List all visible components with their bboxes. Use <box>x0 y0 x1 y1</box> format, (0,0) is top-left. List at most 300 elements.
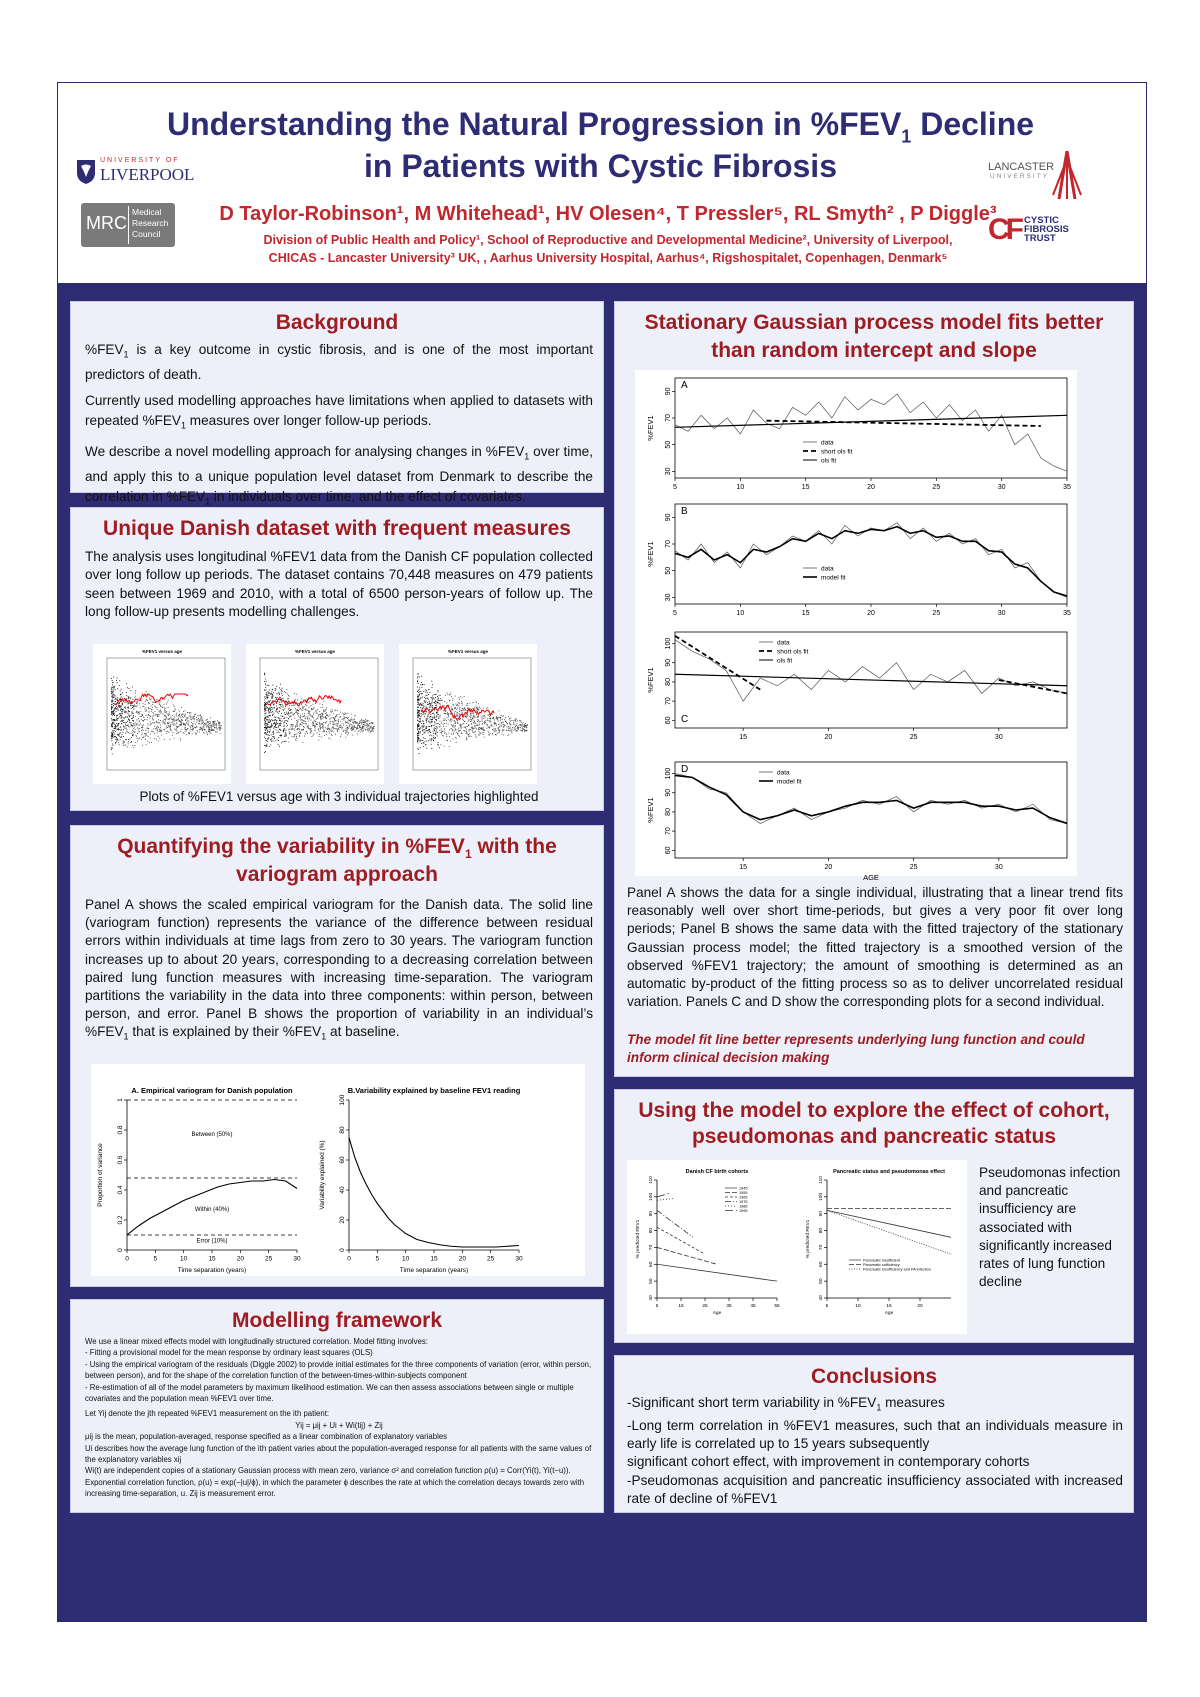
scatter-point <box>526 727 527 728</box>
scatter-point <box>266 734 267 735</box>
scatter-point <box>127 725 128 726</box>
scatter-point <box>122 713 123 714</box>
scatter-point <box>289 705 290 706</box>
scatter-point <box>417 728 418 729</box>
scatter-point <box>480 733 481 734</box>
scatter-point <box>511 729 512 730</box>
scatter-point <box>174 717 175 718</box>
scatter-point <box>452 713 453 714</box>
scatter-point <box>176 733 177 734</box>
scatter-point <box>431 744 432 745</box>
scatter-point <box>196 734 197 735</box>
scatter-point <box>272 694 273 695</box>
scatter-point <box>452 720 453 721</box>
scatter-point <box>338 728 339 729</box>
scatter-point <box>452 726 453 727</box>
scatter-point <box>418 717 419 718</box>
scatter-point <box>279 693 280 694</box>
scatter-points <box>417 673 528 754</box>
scatter-point <box>325 722 326 723</box>
scatter-point <box>287 717 288 718</box>
y-axis-label: % predicted FEV1 <box>636 1219 641 1259</box>
scatter-point <box>466 729 467 730</box>
scatter-point <box>523 722 524 723</box>
scatter-point <box>458 735 459 736</box>
scatter-point <box>451 734 452 735</box>
scatter-point <box>112 706 113 707</box>
scatter-point <box>312 716 313 717</box>
scatter-point <box>365 722 366 723</box>
scatter-point <box>365 729 366 730</box>
scatter-point <box>445 713 446 714</box>
scatter-point <box>142 714 143 715</box>
scatter-point <box>321 707 322 708</box>
plot-panelC <box>646 632 1067 741</box>
scatter-point <box>149 715 150 716</box>
scatter-point <box>128 698 129 699</box>
scatter-point <box>456 716 457 717</box>
scatter-point <box>330 721 331 722</box>
scatter-point <box>265 704 266 705</box>
scatter-point <box>320 714 321 715</box>
scatter-point <box>159 731 160 732</box>
scatter-point <box>312 725 313 726</box>
scatter-point <box>184 728 185 729</box>
scatter-point <box>450 720 451 721</box>
scatter-point <box>192 730 193 731</box>
scatter-point <box>172 719 173 720</box>
scatter-point <box>419 729 420 730</box>
scatter-point <box>470 709 471 710</box>
scatter-point <box>200 714 201 715</box>
scatter-point <box>326 718 327 719</box>
scatter-point <box>350 720 351 721</box>
scatter-point <box>272 689 273 690</box>
scatter-point <box>459 703 460 704</box>
scatter-point <box>133 731 134 732</box>
framework-title: Modelling framework <box>231 1309 443 1332</box>
scatter-point <box>437 726 438 727</box>
scatter-point <box>320 704 321 705</box>
scatter-point <box>183 714 184 715</box>
scatter-point <box>520 721 521 722</box>
scatter-point <box>418 714 419 715</box>
scatter-point <box>522 730 523 731</box>
scatter-point <box>440 716 441 717</box>
scatter-point <box>185 719 186 720</box>
scatter-point <box>443 724 444 725</box>
scatter-point <box>514 720 515 721</box>
c1-pre: -Significant short term variability in %FEV <box>627 1395 877 1410</box>
scatter-point <box>265 730 266 731</box>
y-tick-label: 90 <box>649 1211 654 1217</box>
chart-title: A. Empirical variogram for Danish population <box>131 1086 293 1095</box>
scatter-point <box>418 749 419 750</box>
scatter-point <box>190 719 191 720</box>
scatter-point <box>145 701 146 702</box>
scatter-point <box>191 722 192 723</box>
scatter-point <box>315 729 316 730</box>
scatter-point <box>524 726 525 727</box>
scatter-point <box>442 700 443 701</box>
scatter-point <box>308 713 309 714</box>
scatter-point <box>424 697 425 698</box>
scatter-point <box>276 709 277 710</box>
scatter-point <box>216 724 217 725</box>
scatter-point <box>146 733 147 734</box>
scatter-point <box>172 715 173 716</box>
scatter-point <box>514 727 515 728</box>
scatter-point <box>278 737 279 738</box>
scatter-point <box>121 701 122 702</box>
scatter-point <box>464 731 465 732</box>
scatter-point <box>369 728 370 729</box>
scatter-point <box>426 707 427 708</box>
scatter-point <box>418 733 419 734</box>
scatter-point <box>268 709 269 710</box>
scatter-point <box>426 722 427 723</box>
scatter-point <box>475 717 476 718</box>
scatter-point <box>449 721 450 722</box>
scatter-point <box>321 713 322 714</box>
scatter-point <box>446 733 447 734</box>
scatter-point <box>424 733 425 734</box>
scatter-point <box>427 702 428 703</box>
scatter-point <box>201 717 202 718</box>
legend-label: data <box>821 565 834 573</box>
scatter-point <box>481 728 482 729</box>
scatter-point <box>439 724 440 725</box>
y-tick-label: 60 <box>649 1261 654 1267</box>
scatter-point <box>421 682 422 683</box>
scatter-point <box>276 721 277 722</box>
scatter-point <box>114 734 115 735</box>
scatter-point <box>329 729 330 730</box>
scatter-point <box>119 707 120 708</box>
scatter-point <box>119 733 120 734</box>
scatter-point <box>272 736 273 737</box>
scatter-point <box>372 723 373 724</box>
scatter-point <box>112 727 113 728</box>
scatter-point <box>516 725 517 726</box>
scatter-point <box>310 711 311 712</box>
scatter-point <box>451 706 452 707</box>
scatter-point <box>114 709 115 710</box>
scatter-point <box>271 707 272 708</box>
scatter-point <box>352 735 353 736</box>
short-ols-fit <box>675 636 760 690</box>
scatter-point <box>121 706 122 707</box>
scatter-point <box>126 730 127 731</box>
scatter-point <box>284 718 285 719</box>
scatter-point <box>192 723 193 724</box>
scatter-point <box>186 734 187 735</box>
scatter-point <box>422 693 423 694</box>
scatter-point <box>206 724 207 725</box>
scatter-point <box>359 727 360 728</box>
fw-l3: - Using the empirical variogram of the residuals (Diggle 2002) to provide initial estimates for the three components of variation (error, within person, between person), and for the shape of the correlation function of the between-times-within-subjects component <box>85 1359 592 1381</box>
scatter-point <box>112 682 113 683</box>
scatter-point <box>499 717 500 718</box>
scatter-point <box>264 702 265 703</box>
scatter-point <box>482 724 483 725</box>
scatter-point <box>150 699 151 700</box>
x-tick-label: 25 <box>932 484 941 491</box>
x-axis-label: Time separation (years) <box>399 1267 469 1274</box>
scatter-point <box>347 735 348 736</box>
scatter-point <box>122 721 123 722</box>
scatter-point <box>136 736 137 737</box>
scatter-point <box>455 707 456 708</box>
scatter-point <box>455 725 456 726</box>
scatter-point <box>180 722 181 723</box>
scatter-point <box>183 711 184 712</box>
scatter-point <box>363 726 364 727</box>
cohort-line <box>657 1210 693 1237</box>
scatter-point <box>359 726 360 727</box>
scatter-point <box>267 730 268 731</box>
scatter-point <box>133 734 134 735</box>
scatter-point <box>287 704 288 705</box>
scatter-point <box>277 712 278 713</box>
scatter-point <box>450 718 451 719</box>
scatter-point <box>460 727 461 728</box>
scatter-point <box>221 725 222 726</box>
scatter-point <box>448 724 449 725</box>
x-tick-label: 10 <box>855 1303 861 1309</box>
scatter-point <box>430 692 431 693</box>
scatter-point <box>458 728 459 729</box>
scatter-point <box>506 722 507 723</box>
scatter-point <box>142 727 143 728</box>
scatter-point <box>466 717 467 718</box>
scatter-point <box>118 735 119 736</box>
scatter-point <box>156 707 157 708</box>
scatter-point <box>165 721 166 722</box>
bg-p2-post: measures over longer follow-up periods. <box>185 412 432 428</box>
scatter-point <box>286 735 287 736</box>
legend-label: 1965 <box>739 1195 748 1200</box>
scatter-point <box>121 718 122 719</box>
scatter-point <box>146 735 147 736</box>
pancreatic-line <box>827 1210 951 1237</box>
scatter-point <box>220 722 221 723</box>
scatter-point <box>305 710 306 711</box>
scatter-point <box>121 737 122 738</box>
scatter-point <box>429 704 430 705</box>
scatter-point <box>128 726 129 727</box>
scatter-point <box>271 693 272 694</box>
scatter-point <box>159 722 160 723</box>
scatter-point <box>148 725 149 726</box>
scatter-thumbnail <box>93 644 231 784</box>
scatter-point <box>417 733 418 734</box>
scatter-point <box>265 729 266 730</box>
scatter-point <box>419 728 420 729</box>
scatter-point <box>113 689 114 690</box>
scatter-point <box>114 723 115 724</box>
scatter-point <box>367 723 368 724</box>
scatter-point <box>269 719 270 720</box>
scatter-point <box>346 728 347 729</box>
scatter-point <box>484 730 485 731</box>
scatter-point <box>266 681 267 682</box>
scatter-point <box>201 716 202 717</box>
scatter-point <box>269 690 270 691</box>
scatter-point <box>111 706 112 707</box>
scatter-point <box>474 708 475 709</box>
scatter-point <box>264 737 265 738</box>
scatter-point <box>111 726 112 727</box>
scatter-thumbnail <box>399 644 537 784</box>
scatter-point <box>167 702 168 703</box>
scatter-point <box>181 720 182 721</box>
scatter-point <box>426 727 427 728</box>
legend-label: ols fit <box>821 457 837 465</box>
scatter-point <box>145 704 146 705</box>
scatter-point <box>125 733 126 734</box>
scatter-point <box>422 684 423 685</box>
scatter-point <box>136 724 137 725</box>
scatter-point <box>178 732 179 733</box>
scatter-point <box>440 704 441 705</box>
scatter-point <box>166 728 167 729</box>
scatter-point <box>170 728 171 729</box>
scatter-point <box>323 701 324 702</box>
scatter-point <box>157 726 158 727</box>
scatter-point <box>430 716 431 717</box>
scatter-point <box>444 713 445 714</box>
fw-l5: Let Yij denote the jth repeated %FEV1 measurement on the ith patient: <box>85 1409 330 1419</box>
scatter-point <box>266 719 267 720</box>
scatter-point <box>265 715 266 716</box>
scatter-point <box>488 714 489 715</box>
scatter-point <box>164 710 165 711</box>
scatter-point <box>129 722 130 723</box>
scatter-point <box>285 734 286 735</box>
scatter-point <box>360 727 361 728</box>
scatter-point <box>339 714 340 715</box>
scatter-point <box>295 726 296 727</box>
scatter-thumbnail <box>246 644 384 784</box>
scatter-point <box>286 712 287 713</box>
scatter-point <box>132 730 133 731</box>
scatter-point <box>210 717 211 718</box>
scatter-point <box>214 725 215 726</box>
scatter-point <box>218 723 219 724</box>
y-tick-label: 90 <box>819 1211 824 1217</box>
scatter-point <box>135 690 136 691</box>
scatter-point <box>212 729 213 730</box>
scatter-point <box>122 692 123 693</box>
scatter-point <box>266 707 267 708</box>
scatter-point <box>265 727 266 728</box>
scatter-point <box>478 728 479 729</box>
scatter-point <box>328 731 329 732</box>
scatter-point <box>524 724 525 725</box>
scatter-point <box>525 730 526 731</box>
scatter-point <box>288 719 289 720</box>
vg-title-sub: 1 <box>464 847 472 862</box>
scatter-point <box>464 696 465 697</box>
scatter-point <box>270 707 271 708</box>
scatter-point <box>433 731 434 732</box>
scatter-point <box>291 719 292 720</box>
scatter-point <box>307 719 308 720</box>
scatter-point <box>115 720 116 721</box>
bg-p3-sub2: 1 <box>205 496 211 507</box>
scatter-point <box>161 730 162 731</box>
scatter-point <box>207 722 208 723</box>
scatter-point <box>182 720 183 721</box>
scatter-point <box>343 714 344 715</box>
scatter-point <box>166 731 167 732</box>
scatter-point <box>441 728 442 729</box>
scatter-point <box>369 725 370 726</box>
scatter-point <box>153 715 154 716</box>
y-tick-label: 0.8 <box>117 1125 124 1135</box>
scatter-point <box>297 725 298 726</box>
scatter-point <box>151 709 152 710</box>
scatter-point <box>478 715 479 716</box>
scatter-point <box>220 727 221 728</box>
scatter-point <box>420 684 421 685</box>
scatter-point <box>355 715 356 716</box>
scatter-point <box>495 731 496 732</box>
scatter-point <box>160 710 161 711</box>
scatter-point <box>302 722 303 723</box>
scatter-point <box>444 701 445 702</box>
scatter-point <box>455 696 456 697</box>
x-tick-label: 5 <box>375 1255 380 1263</box>
scatter-point <box>453 734 454 735</box>
scatter-points <box>264 673 375 753</box>
scatter-point <box>291 724 292 725</box>
background-p1 <box>85 340 593 385</box>
scatter-point <box>505 725 506 726</box>
scatter-point <box>176 719 177 720</box>
scatter-point <box>503 724 504 725</box>
scatter-point <box>215 731 216 732</box>
scatter-point <box>342 713 343 714</box>
scatter-point <box>346 722 347 723</box>
scatter-point <box>113 714 114 715</box>
scatter-point <box>177 727 178 728</box>
scatter-point <box>278 744 279 745</box>
scatter-point <box>219 724 220 725</box>
scatter-point <box>362 731 363 732</box>
scatter-point <box>422 708 423 709</box>
y-tick-label: 100 <box>665 637 672 650</box>
scatter-point <box>195 732 196 733</box>
scatter-point <box>119 702 120 703</box>
scatter-point <box>186 731 187 732</box>
scatter-point <box>111 724 112 725</box>
scatter-point <box>417 687 418 688</box>
scatter-point <box>289 733 290 734</box>
scatter-point <box>438 745 439 746</box>
scatter-point <box>134 705 135 706</box>
scatter-point <box>279 707 280 708</box>
scatter-point <box>509 718 510 719</box>
scatter-point <box>272 711 273 712</box>
scatter-point <box>470 703 471 704</box>
scatter-point <box>497 733 498 734</box>
scatter-point <box>352 728 353 729</box>
scatter-point <box>218 721 219 722</box>
scatter-point <box>298 729 299 730</box>
scatter-point <box>123 726 124 727</box>
